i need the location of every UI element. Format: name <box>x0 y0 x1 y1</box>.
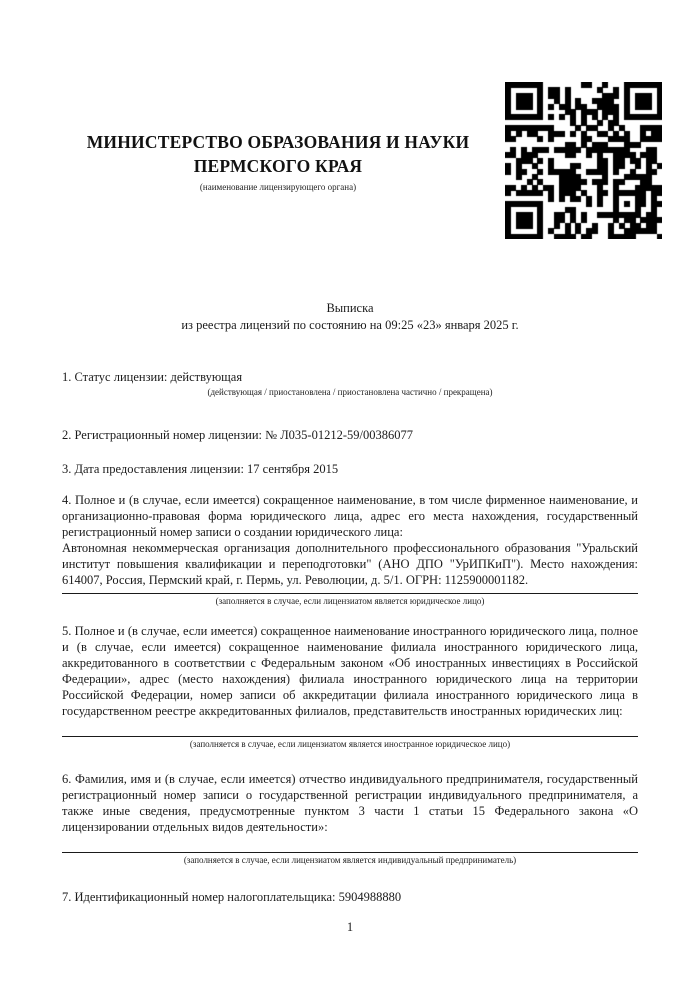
entrepreneur-caption: (заполняется в случае, если лицензиатом является индивидуальный предприниматель) <box>183 855 517 865</box>
item-legal-entity <box>62 492 638 607</box>
taxpayer-id-text: 7. Идентификационный номер налогоплательщика: 5904988880 <box>62 890 402 904</box>
legal-entity-question: 4. Полное и (в случае, если имеется) сокращенное наименование, в том числе фирменное наименование, и организационно-правовая форма юридического лица, адрес его места нахождения, государственный регистрационный номер записи о создании юридического лица: <box>62 493 638 539</box>
foreign-entity-question: 5. Полное и (в случае, если имеется) сокращенное наименование иностранного юридического лица, полное и (в случае, если имеется) сокращенное наименование филиала иностранного юридического лица, аккредитованного в соответствии с Федеральным законом «Об иностранных инвестициях в Российской Федерации», адрес (место нахождения) филиала иностранного юридического лица на территории Российской Федерации, номер записи об аккредитации филиала иностранного юридического лица в государственном реестре аккредитованных филиалов, представительств иностранных юридических лиц: <box>62 624 638 718</box>
document-content <box>62 0 638 990</box>
foreign-entity-underline <box>62 736 638 737</box>
legal-entity-caption: (заполняется в случае, если лицензиатом является юридическое лицо) <box>215 596 485 606</box>
foreign-entity-caption: (заполняется в случае, если лицензиатом является иностранное юридическое лицо) <box>189 739 511 749</box>
entrepreneur-question: 6. Фамилия, имя и (в случае, если имеется) отчество индивидуального предпринимателя, государственный регистрационный номер записи о государственной регистрации индивидуального предпринимателя, а также иные сведения, предусмотренные пунктом 3 части 1 статьи 15 Федерального закона «О лицензировании отдельных видов деятельности»: <box>62 772 638 834</box>
entrepreneur-underline <box>62 852 638 853</box>
page-number: 1 <box>346 920 354 934</box>
license-status-caption: (действующая / приостановлена / приостановлена частично / прекращена) <box>207 387 493 397</box>
item-registration-number <box>62 427 638 443</box>
authority-name-line2: ПЕРМСКОГО КРАЯ <box>193 156 363 176</box>
title-line1: Выписка <box>326 301 374 315</box>
item-foreign-entity <box>62 623 638 750</box>
item-license-status <box>62 369 638 398</box>
title-line2: из реестра лицензий по состоянию на 09:25 «23» января 2025 г. <box>181 317 519 332</box>
item-license-date <box>62 461 638 477</box>
licensing-authority-header <box>62 130 494 192</box>
registration-number-text: 2. Регистрационный номер лицензии: № Л035-01212-59/00386077 <box>62 428 413 442</box>
legal-entity-underline <box>62 593 638 594</box>
qr-code-icon <box>505 82 662 239</box>
item-taxpayer-id <box>62 889 638 905</box>
legal-entity-answer: Автономная некоммерческая организация дополнительного профессионального образования "Уральский институт повышения квалификации и переподготовки" (АНО ДПО "УрИПКиП"). Место нахождения: 614007, Россия, Пермский край, г. Пермь, ул. Революции, д. 5/1. ОГРН: 1125900001182. <box>62 541 638 587</box>
document-title <box>62 300 638 333</box>
authority-caption: (наименование лицензирующего органа) <box>199 182 357 192</box>
license-date-text: 3. Дата предоставления лицензии: 17 сентября 2015 <box>62 462 339 476</box>
item-individual-entrepreneur <box>62 771 638 866</box>
authority-name-line1: МИНИСТЕРСТВО ОБРАЗОВАНИЯ И НАУКИ <box>86 132 470 152</box>
license-status-text: 1. Статус лицензии: действующая <box>62 370 243 384</box>
